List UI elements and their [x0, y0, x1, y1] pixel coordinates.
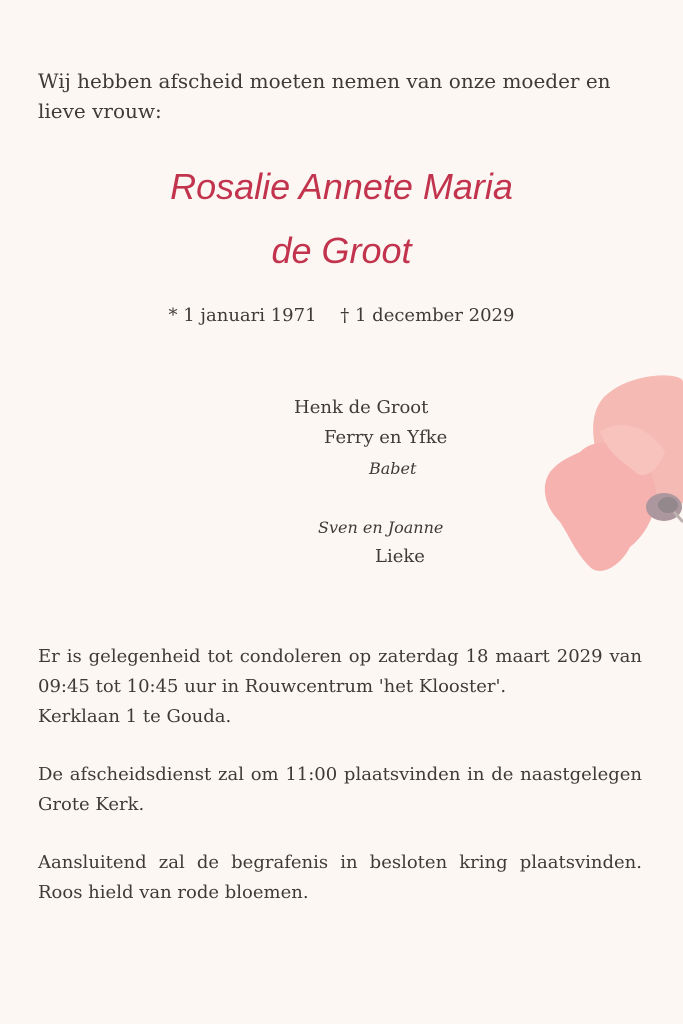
condolence-text: Er is gelegenheid tot condoleren op zaterdag 18 maart 2029 van 09:45 tot 10:45 uur in Rouwcentrum 'het Klooster'. — [38, 646, 642, 697]
poppy-flower-icon — [540, 372, 683, 582]
burial-text: Aansluitend zal de begrafenis in besloten kring plaatsvinden. — [38, 852, 642, 873]
birth-date: * 1 januari 1971 — [168, 305, 317, 326]
service-paragraph — [38, 760, 642, 820]
intro-text: Wij hebben afscheid moeten nemen van onze moeder en lieve vrouw: — [38, 69, 611, 123]
family-member: Lieke — [375, 546, 425, 567]
family-member: Henk de Groot — [294, 397, 429, 418]
condolence-address: Kerklaan 1 te Gouda. — [38, 706, 232, 727]
family-member: Sven en Joanne — [318, 518, 444, 537]
condolence-paragraph — [38, 642, 642, 732]
deceased-name-first: Rosalie Annete Maria — [170, 166, 513, 207]
deceased-name-last: de Groot — [271, 230, 412, 271]
death-date: † 1 december 2029 — [340, 305, 515, 326]
family-member: Ferry en Yfke — [324, 427, 448, 448]
flowers-note: Roos hield van rode bloemen. — [38, 882, 309, 903]
service-text: De afscheidsdienst zal om 11:00 plaatsvinden in de naastgelegen Grote Kerk. — [38, 764, 642, 815]
family-member: Babet — [369, 459, 417, 478]
life-dates — [0, 305, 683, 326]
burial-paragraph — [38, 848, 642, 908]
